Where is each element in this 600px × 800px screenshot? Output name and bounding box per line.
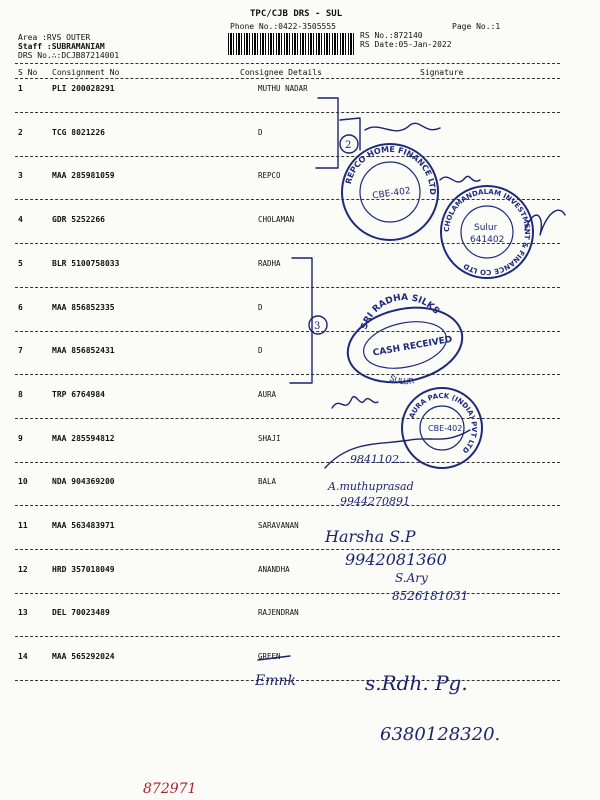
staff-field: Staff :SUBRAMANIAM [18, 42, 105, 51]
row-serial-number: 6 [18, 303, 23, 312]
row-consignment-number: MAA 565292024 [52, 652, 115, 661]
row-serial-number: 5 [18, 259, 23, 268]
row-serial-number: 11 [18, 521, 28, 530]
row-consignee-name: SHAJI [258, 434, 281, 443]
repco-stamp-center: CBE-402 [371, 186, 412, 202]
row-consignment-number: MAA 285594812 [52, 434, 115, 443]
row-consignee-name: RAJENDRAN [258, 608, 299, 617]
row-serial-number: 3 [18, 171, 23, 180]
row-consignee-name: CHOLAMAN [258, 215, 295, 224]
rs-date: RS Date:05-Jan-2022 [360, 40, 452, 49]
column-header-consignment: Consignment No [52, 68, 120, 77]
cholamandalam-stamp [441, 186, 565, 278]
chola-stamp-city: Sulur [474, 223, 498, 233]
radha-stamp-ring-bottom: SULUR [388, 373, 415, 387]
row-consignment-number: MAA 856852335 [52, 303, 115, 312]
chola-stamp-ring: CHOLAMANDALAM INVESTMENT & FINANCE CO LTD [442, 187, 532, 277]
row-consignment-number: NDA 904369200 [52, 477, 115, 486]
row-consignee-name: MUTHU NADAR [258, 84, 308, 93]
row-consignee-name: D [258, 303, 263, 312]
row-serial-number: 7 [18, 346, 23, 355]
radha-stamp-center: CASH RECEIVED [372, 334, 454, 359]
row9-handwritten-phone: 9841102... [350, 453, 410, 466]
row-serial-number: 2 [18, 128, 23, 137]
row-consignee-name: REPCO [258, 171, 281, 180]
column-header-sno: S No [18, 68, 38, 77]
bracket-label-2: 2 [345, 140, 352, 151]
row14-handwritten-sign-2: s.Rdh. Pg. [365, 671, 468, 695]
row-consignment-number: GDR 5252266 [52, 215, 105, 224]
row-consignee-name: SARAVANAN [258, 521, 299, 530]
row-consignment-number: PLI 200028291 [52, 84, 115, 93]
row-serial-number: 4 [18, 215, 23, 224]
column-header-consignee: Consignee Details [240, 68, 322, 77]
bracket-label-3: 3 [314, 321, 321, 332]
row-consignment-number: MAA 285981059 [52, 171, 115, 180]
row-consignment-number: MAA 856852431 [52, 346, 115, 355]
row-consignment-number: DEL 70023489 [52, 608, 110, 617]
radha-silks-stamp [341, 293, 469, 392]
row-consignment-number: MAA 563483971 [52, 521, 115, 530]
row-serial-number: 8 [18, 390, 23, 399]
row11-handwritten-name: Harsha S.P [325, 527, 416, 546]
row-consignment-number: TRP 6764984 [52, 390, 105, 399]
rs-number: RS No.:872140 [360, 31, 423, 40]
row-consignee-name: D [258, 128, 263, 137]
bottom-handwritten-note: 872971 [143, 781, 197, 797]
row-consignment-number: HRD 357018049 [52, 565, 115, 574]
column-header-signature: Signature [420, 68, 464, 77]
area-field: Area :RVS OUTER [18, 33, 91, 42]
row-consignment-number: BLR 5100758033 [52, 259, 120, 268]
svg-text:REPCO HOME FINANCE LTD [344, 145, 437, 195]
row10-handwritten-phone: 9944270891 [340, 495, 410, 508]
row14-handwritten-phone: 6380128320. [380, 724, 501, 745]
row12-handwritten-sign: S.Ary [395, 571, 428, 585]
row11-handwritten-phone: 9942081360 [345, 550, 447, 569]
row-consignee-name: RADHA [258, 259, 281, 268]
row-consignee-name: AURA [258, 390, 277, 399]
repco-stamp-ring: REPCO HOME FINANCE LTD [343, 144, 438, 195]
row-consignee-name: D [258, 346, 263, 355]
radha-stamp-ring-top: SRI RADHA SILKS [359, 292, 442, 332]
row-consignee-name: BALA [258, 477, 277, 486]
row14-strikeout [258, 656, 290, 660]
aura-stamp-center: CBE-402 [428, 424, 463, 433]
row-serial-number: 1 [18, 84, 23, 93]
row-serial-number: 9 [18, 434, 23, 443]
bracket-rows-5-7 [290, 258, 327, 383]
document-title: TPC/CJB DRS - SUL [250, 9, 343, 19]
aura-stamp-ring: AURA PACK (INDIA) PVT LTD [407, 391, 479, 455]
page-number: Page No.:1 [452, 22, 501, 31]
svg-text:SRI RADHA SILKS [360, 293, 442, 331]
row12-handwritten-phone: 8526181031 [392, 589, 469, 603]
row-consignment-number: TCG 8021226 [52, 128, 105, 137]
chola-stamp-pin: 641402 [470, 235, 505, 245]
row14-handwritten-sign-1: Emnk [255, 673, 296, 689]
row-consignee-name: GREEN [258, 652, 281, 661]
row-serial-number: 10 [18, 477, 28, 486]
row-consignee-name: ANANDHA [258, 565, 290, 574]
drs-number: DRS No.∴:DCJB87214001 [18, 51, 120, 60]
row10-handwritten-name: A.muthuprasad [328, 480, 414, 493]
svg-text:SULUR [388, 374, 415, 387]
row-serial-number: 13 [18, 608, 28, 617]
phone-number: Phone No.:0422-3505555 [230, 22, 336, 31]
row-serial-number: 14 [18, 652, 28, 661]
repco-stamp [342, 144, 480, 240]
row-serial-number: 12 [18, 565, 28, 574]
